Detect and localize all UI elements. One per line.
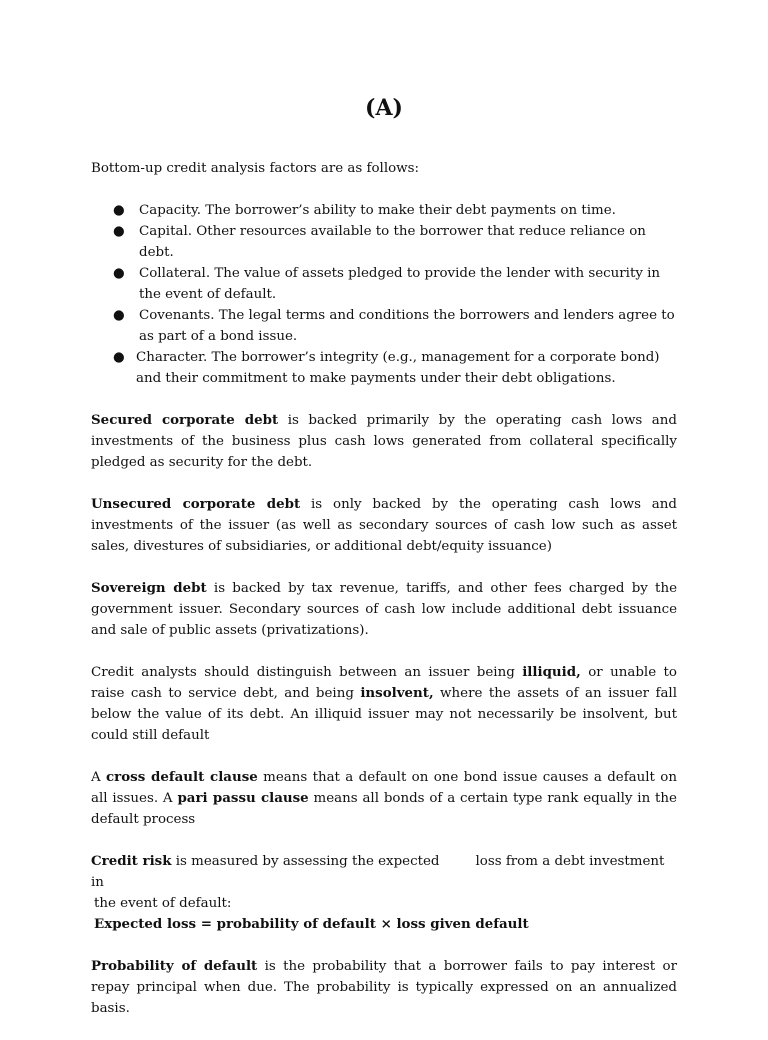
illiquid-term: illiquid,: [522, 664, 581, 680]
document-body: [91, 158, 677, 1040]
unsecured-debt-paragraph: Unsecured corporate debt is only backed by the operating cash lows and investments of the issuer (as well as secondary sources of cash low such as asset sales, divestures of subsidiaries, or additional debt/equity issuance): [91, 496, 677, 554]
list-item: ● Collateral. The value of assets pledged to provide the lender with security in the event of default.: [91, 263, 677, 305]
sovereign-debt-term: Sovereign debt: [91, 580, 207, 596]
expected-loss-formula: Expected loss = probability of default × loss given default: [94, 916, 529, 932]
bullet-icon: ●: [113, 224, 125, 239]
credit-risk-paragraph: Credit risk is measured by assessing the expected loss from a debt investment in the event of default: Expected loss = probability of default × loss given default: [91, 853, 665, 932]
bullet-icon: ●: [113, 308, 125, 323]
list-item: ● Capital. Other resources available to the borrower that reduce reliance on debt.: [91, 221, 677, 263]
intro-text: Bottom-up credit analysis factors are as follows:: [91, 161, 420, 176]
probability-of-default-paragraph: Probability of default is the probability that a borrower fails to pay interest or repay principal when due. The probability is typically expressed on an annualized basis.: [91, 958, 677, 1016]
credit-risk-term: Credit risk: [91, 853, 172, 869]
cross-default-term: cross default clause: [106, 769, 258, 785]
sovereign-debt-paragraph: Sovereign debt is backed by tax revenue, tariffs, and other fees charged by the government issuer. Secondary sources of cash low include additional debt issuance and sale of public assets (privatizations).: [91, 580, 677, 638]
unsecured-debt-term: Unsecured corporate debt: [91, 496, 301, 512]
illiquid-insolvent-paragraph: Credit analysts should distinguish between an issuer being illiquid, or unable to raise cash to service debt, and being insolvent, where the assets of an issuer fall below the value of its debt. An illiquid issuer may not necessarily be insolvent, but could still default: [91, 664, 678, 743]
secured-debt-term: Secured corporate debt: [91, 412, 279, 428]
default-clauses-paragraph: A cross default clause means that a default on one bond issue causes a default on all issues. A pari passu clause means all bonds of a certain type rank equally in the default process: [91, 769, 677, 827]
pari-passu-term: pari passu clause: [177, 790, 309, 806]
insolvent-term: insolvent,: [360, 685, 434, 701]
bullet-icon: ●: [113, 350, 125, 365]
factor-list: [91, 200, 677, 389]
probability-of-default-term: Probability of default: [91, 958, 258, 974]
bullet-icon: ●: [113, 266, 125, 281]
secured-debt-paragraph: Secured corporate debt is backed primarily by the operating cash lows and investments of the business plus cash lows generated from collateral specifically pledged as security for the debt.: [91, 412, 677, 470]
list-item: ● Character. The borrower’s integrity (e.g., management for a corporate bond) and their commitment to make payments under their debt obligations.: [91, 347, 677, 389]
bullet-icon: ●: [113, 203, 125, 218]
list-item: ● Covenants. The legal terms and conditions the borrowers and lenders agree to as part of a bond issue.: [91, 305, 677, 347]
list-item: ● Capacity. The borrower’s ability to make their debt payments on time.: [91, 200, 677, 221]
section-heading: (A): [365, 95, 403, 121]
